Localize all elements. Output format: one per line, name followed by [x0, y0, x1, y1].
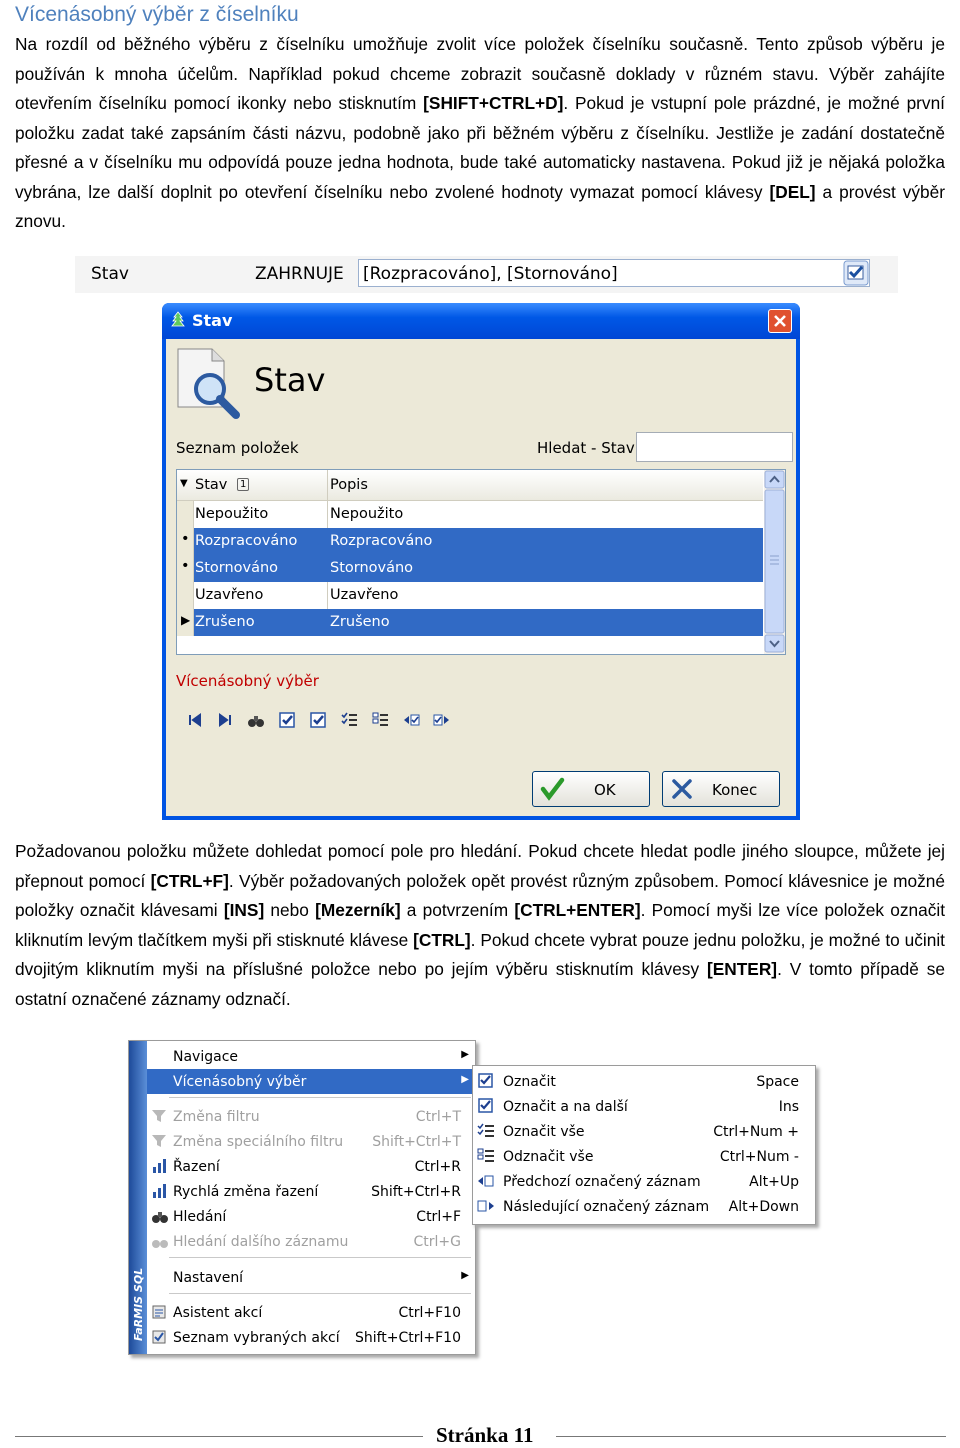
menu-item-predchozi-oznaceny[interactable]: Předchozí označený záznam Alt+Up: [473, 1169, 815, 1194]
menu-item-seznam-vybranych-akci[interactable]: Seznam vybraných akcí Shift+Ctrl+F10: [147, 1325, 475, 1350]
grid-header: [177, 470, 763, 501]
table-row[interactable]: Nepoužito Nepoužito: [177, 501, 763, 528]
close-button[interactable]: [768, 309, 792, 333]
find-next-icon: [151, 1233, 169, 1249]
list-label: Seznam položek: [176, 439, 299, 457]
binoculars-icon[interactable]: [247, 711, 265, 729]
col-header-popis[interactable]: Popis: [330, 477, 368, 493]
selected-actions-icon: [151, 1329, 169, 1345]
unmark-all-icon[interactable]: [371, 711, 389, 729]
row-indicator: [177, 528, 194, 555]
menu-item-oznacit-vse[interactable]: Označit vše Ctrl+Num +: [473, 1119, 815, 1144]
mark-and-next-icon[interactable]: [309, 711, 327, 729]
menu-item-hledani[interactable]: Hledání Ctrl+F: [147, 1204, 475, 1229]
menu-item-nasledujici-oznaceny[interactable]: Následující označený záznam Alt+Down: [473, 1194, 815, 1219]
row-indicator: [177, 555, 194, 582]
cancel-button[interactable]: Konec: [662, 771, 780, 807]
quick-sort-icon: [151, 1183, 169, 1199]
close-icon: [769, 310, 791, 332]
marked-dot-icon: •: [181, 531, 190, 547]
intro-paragraph: Na rozdíl od běžného výběru z číselníku umožňuje zvolit více položek číselníku současně. Tento způsob výběru je používán k mnoha účelům. Například pokud chceme zobrazit současně doklady v různém stavu. Výběr zahájíte otevřením číselníku pomocí ikonky nebo stisknutím [SHIFT+CTRL+D]. Pokud je vstupní pole prázdné, je možné první položku zadat také zapsáním části názvu, podobně jako při běžném výběru z číselníku. Jestliže je zadání dostatečně přesné a v číselníku mu odpovídá pouze jedna hodnota, bude také automaticky nastavena. Pokud již je nějaká položka vybrána, lze další doplnit po otevření číselníku nebo zvolené hodnoty vymazat pomocí klávesy [DEL] a provést výběr znovu.: [15, 34, 945, 231]
binoculars-icon: [151, 1208, 169, 1224]
ok-button[interactable]: OK: [532, 771, 650, 807]
table-row[interactable]: • Stornováno Stornováno: [177, 555, 763, 582]
page-heading: Vícenásobný výběr z číselníku: [15, 3, 299, 26]
search-paragraph: Požadovanou položku můžete dohledat pomocí pole pro hledání. Pokud chcete hledat podle jiného sloupce, můžete jej přepnout pomocí [CTRL+F]. Výběr požadovaných položek opět provést různým způsobem. Pomocí klávesnice je možné položky označit klávesami [INS] nebo [Mezerník] a potvrzením [CTRL+ENTER]. Pomocí myši lze více položek označit kliknutím levým tlačítkem myši při stisknuté klávese [CTRL]. Pokud chcete vybrat pouze jednu položku, je možné to učinit dvojitým kliknutím myši na příslušné položce nebo po jejím výběru stisknutím klávesy [ENTER]. V tomto případě se ostatní označené záznamy odznačí.: [15, 841, 945, 1009]
table-row[interactable]: • Rozpracováno Rozpracováno: [177, 528, 763, 555]
submenu-multi-select: [472, 1065, 816, 1225]
menu-item-zmena-specialniho-filtru[interactable]: Změna speciálního filtru Shift+Ctrl+T: [147, 1129, 475, 1154]
prev-marked-icon: [477, 1173, 495, 1189]
submenu-arrow-icon: ▶: [461, 1074, 469, 1085]
mark-icon[interactable]: [278, 711, 296, 729]
uncheck-list-icon: [477, 1148, 495, 1164]
menu-item-oznacit[interactable]: Označit Space: [473, 1069, 815, 1094]
filter-strip: [75, 256, 898, 293]
filter-icon: [151, 1108, 169, 1124]
row-indicator: [177, 582, 194, 609]
menu-item-navigace[interactable]: Navigace ▶: [173, 1049, 469, 1065]
menu-item-razeni[interactable]: Řazení Ctrl+R: [147, 1154, 475, 1179]
dialog-title: Stav: [192, 311, 233, 330]
cancel-x-icon: [669, 776, 695, 802]
dialog-heading: Stav: [254, 361, 326, 399]
marked-dot-icon: •: [181, 558, 190, 574]
filter-value-field[interactable]: [Rozpracováno], [Stornováno]: [358, 259, 870, 287]
row-indicator: [177, 609, 194, 636]
checkbox-icon: [477, 1073, 495, 1089]
menu-item-nastaveni[interactable]: Nastavení ▶: [173, 1270, 469, 1286]
filter-operator-label: ZAHRNUJE: [255, 264, 344, 284]
menu-item-hledani-dalsiho[interactable]: Hledání dalšího záznamu Ctrl+G: [147, 1229, 475, 1254]
multi-select-label: Vícenásobný výběr: [176, 672, 319, 690]
first-record-icon[interactable]: [186, 711, 204, 729]
menu-separator: [169, 1293, 471, 1294]
previous-marked-icon[interactable]: [402, 711, 420, 729]
next-marked-icon: [477, 1198, 495, 1214]
stav-dialog: [162, 303, 800, 820]
check-list-icon: [477, 1123, 495, 1139]
current-row-arrow-icon: ▶: [181, 613, 191, 627]
menu-item-vicenasobny-vyber[interactable]: Vícenásobný výběr ▶: [147, 1069, 475, 1094]
multi-select-dropdown-icon[interactable]: [843, 260, 869, 286]
special-filter-icon: [151, 1133, 169, 1149]
dialog-body: [166, 339, 796, 816]
menu-separator: [169, 1097, 471, 1098]
search-label: Hledat - Stav: [537, 439, 635, 457]
action-assistant-icon: [151, 1304, 169, 1320]
next-marked-icon[interactable]: [433, 711, 451, 729]
menu-item-asistent-akci[interactable]: Asistent akcí Ctrl+F10: [147, 1300, 475, 1325]
checkmark-icon: [539, 776, 565, 802]
submenu-arrow-icon: ▶: [461, 1270, 469, 1281]
sort-order-badge: 1: [237, 478, 249, 491]
checkbox-next-icon: [477, 1098, 495, 1114]
footer-rule-left: [15, 1436, 423, 1437]
menu-item-odznacit-vse[interactable]: Odznačit vše Ctrl+Num -: [473, 1144, 815, 1169]
menu-item-rychla-zmena-razeni[interactable]: Rychlá změna řazení Shift+Ctrl+R: [147, 1179, 475, 1204]
menu-item-zmena-filtru[interactable]: Změna filtru Ctrl+T: [147, 1104, 475, 1129]
brand-strip: [129, 1041, 147, 1354]
sort-bars-icon: [151, 1158, 169, 1174]
app-tree-icon: [169, 311, 187, 329]
row-indicator: [177, 501, 194, 528]
context-menu: [128, 1040, 476, 1355]
menu-separator: [169, 1257, 471, 1258]
table-row[interactable]: ▶ Zrušeno Zrušeno: [177, 609, 763, 636]
last-record-icon[interactable]: [216, 711, 234, 729]
dialog-titlebar[interactable]: [162, 303, 800, 339]
submenu-arrow-icon: ▶: [461, 1049, 469, 1060]
page-number: Stránka 11: [436, 1423, 534, 1447]
col-header-stav[interactable]: Stav: [195, 477, 228, 493]
menu-item-oznacit-a-na-dalsi[interactable]: Označit a na další Ins: [473, 1094, 815, 1119]
search-input[interactable]: [636, 432, 793, 462]
document-search-icon: [172, 345, 248, 421]
footer-rule-right: [556, 1436, 946, 1437]
filter-field-label: Stav: [91, 264, 129, 284]
grid-scrollbar[interactable]: [764, 470, 785, 654]
mark-all-icon[interactable]: [340, 711, 358, 729]
brand-label: FaRMIS SQL: [132, 1267, 145, 1341]
sort-arrow-icon: ▼: [180, 478, 188, 489]
items-grid: [176, 469, 786, 655]
table-row[interactable]: Uzavřeno Uzavřeno: [177, 582, 763, 609]
